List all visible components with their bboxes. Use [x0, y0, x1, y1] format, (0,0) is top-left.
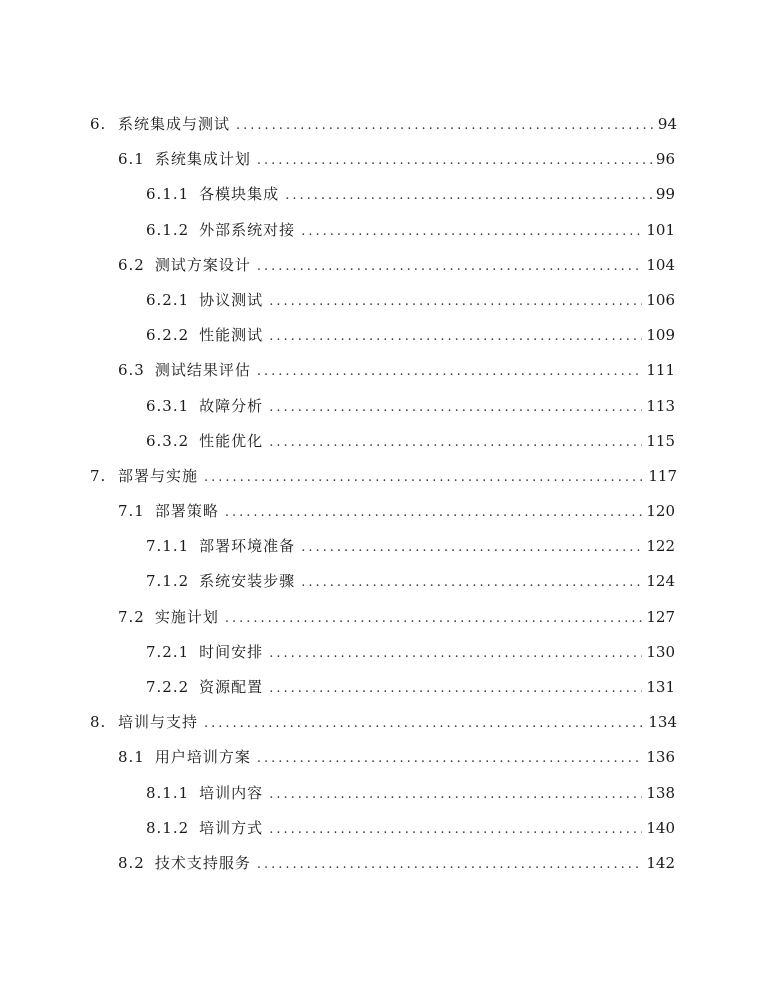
toc-entry[interactable] [0, 177, 765, 212]
toc-entry-number: 8.1 [118, 748, 145, 767]
toc-entry-title: 用户培训方案 [154, 748, 251, 767]
toc-dot-leader [257, 741, 642, 776]
toc-page-number: 99 [655, 185, 675, 204]
toc-page-number: 130 [646, 642, 675, 661]
toc-entry-title: 测试方案设计 [154, 255, 251, 274]
toc-entry[interactable] [0, 846, 765, 881]
toc-dot-leader [257, 847, 642, 882]
toc-entry-title: 培训与支持 [118, 713, 199, 732]
toc-dot-leader [204, 460, 644, 495]
toc-entry-number: 6.1.1 [146, 185, 190, 204]
toc-entry-number: 6.2.2 [146, 326, 190, 345]
toc-dot-leader [225, 495, 642, 530]
toc-entry[interactable] [0, 424, 765, 459]
toc-entry-title: 测试结果评估 [154, 361, 251, 380]
toc-page-number: 104 [646, 255, 675, 274]
toc-page-number: 138 [646, 783, 675, 802]
toc-dot-leader [204, 706, 644, 741]
toc-entry-number: 6.1.2 [146, 220, 190, 239]
toc-entry[interactable] [0, 459, 765, 494]
toc-dot-leader [269, 284, 642, 319]
toc-entry[interactable] [0, 107, 765, 142]
toc-entry[interactable] [0, 670, 765, 705]
toc-dot-leader [269, 425, 642, 460]
toc-dot-leader [225, 601, 642, 636]
table-of-contents [0, 107, 765, 881]
toc-entry[interactable] [0, 740, 765, 775]
toc-dot-leader [257, 249, 642, 284]
toc-entry-number: 7.1.1 [146, 537, 190, 556]
toc-entry-title: 性能测试 [199, 326, 264, 345]
toc-entry[interactable] [0, 318, 765, 353]
toc-dot-leader [269, 390, 642, 425]
toc-dot-leader [236, 108, 654, 143]
toc-entry-number: 6.3.2 [146, 431, 190, 450]
toc-entry-title: 各模块集成 [199, 185, 280, 204]
toc-entry-title: 培训内容 [199, 783, 264, 802]
toc-entry-title: 实施计划 [154, 607, 219, 626]
toc-entry-number: 8.2 [118, 853, 145, 872]
toc-dot-leader [257, 143, 652, 178]
toc-page-number: 131 [646, 678, 675, 696]
toc-entry-number: 7.2.1 [146, 642, 190, 661]
toc-entry-title: 系统集成计划 [154, 150, 251, 169]
toc-entry-title: 系统安装步骤 [199, 572, 296, 591]
toc-entry-number: 7.2.2 [146, 678, 190, 696]
toc-entry[interactable] [0, 213, 765, 248]
toc-page-number: 142 [646, 853, 675, 872]
toc-dot-leader [301, 530, 642, 565]
toc-entry[interactable] [0, 564, 765, 599]
toc-entry-number: 6.2.1 [146, 290, 190, 309]
toc-page-number: 120 [646, 502, 675, 521]
toc-entry-title: 外部系统对接 [199, 220, 296, 239]
toc-entry-number: 6.1 [118, 150, 145, 169]
toc-entry-number: 6.2 [118, 255, 145, 274]
toc-entry[interactable] [0, 776, 765, 811]
toc-entry-number: 8.1.1 [146, 783, 190, 802]
toc-dot-leader [301, 214, 642, 249]
toc-entry[interactable] [0, 494, 765, 529]
toc-entry[interactable] [0, 389, 765, 424]
toc-page-number: 136 [646, 748, 675, 767]
toc-entry-number: 7. [90, 466, 107, 485]
toc-entry-number: 7.1.2 [146, 572, 190, 591]
toc-page-number: 111 [646, 361, 675, 380]
toc-dot-leader [269, 319, 642, 354]
toc-page-number: 134 [648, 713, 677, 732]
toc-page-number: 113 [646, 396, 675, 415]
toc-page-number: 117 [648, 466, 677, 485]
toc-entry-title: 部署与实施 [118, 466, 199, 485]
toc-page-number: 115 [646, 431, 675, 450]
toc-page-number: 101 [646, 220, 675, 239]
toc-page-number: 94 [657, 115, 677, 133]
toc-page-number: 96 [655, 150, 675, 169]
toc-dot-leader [269, 812, 642, 847]
toc-entry-title: 协议测试 [199, 290, 264, 309]
toc-entry[interactable] [0, 142, 765, 177]
toc-entry[interactable] [0, 635, 765, 670]
toc-entry[interactable] [0, 600, 765, 635]
toc-dot-leader [269, 777, 642, 812]
toc-page-number: 127 [646, 607, 675, 626]
toc-entry[interactable] [0, 283, 765, 318]
toc-entry-number: 8. [90, 713, 107, 732]
toc-entry[interactable] [0, 248, 765, 283]
toc-entry-title: 系统集成与测试 [118, 115, 231, 133]
toc-entry-number: 8.1.2 [146, 818, 190, 837]
toc-page-number: 124 [646, 572, 675, 591]
toc-entry-title: 性能优化 [199, 431, 264, 450]
toc-entry-title: 部署策略 [154, 502, 219, 521]
toc-dot-leader [285, 178, 652, 213]
toc-entry-title: 培训方式 [199, 818, 264, 837]
toc-page-number: 106 [646, 290, 675, 309]
toc-entry-number: 6. [90, 115, 107, 133]
toc-entry-number: 6.3.1 [146, 396, 190, 415]
toc-entry-title: 技术支持服务 [154, 853, 251, 872]
toc-entry-number: 7.1 [118, 502, 145, 521]
toc-page-number: 109 [646, 326, 675, 345]
toc-entry-title: 时间安排 [199, 642, 264, 661]
toc-entry-number: 7.2 [118, 607, 145, 626]
toc-entry[interactable] [0, 353, 765, 388]
toc-dot-leader [257, 354, 642, 389]
toc-entry[interactable] [0, 529, 765, 564]
toc-entry-title: 资源配置 [199, 678, 264, 696]
toc-entry[interactable] [0, 811, 765, 846]
toc-dot-leader [269, 671, 642, 706]
toc-entry[interactable] [0, 705, 765, 740]
toc-entry-title: 故障分析 [199, 396, 264, 415]
toc-entry-number: 6.3 [118, 361, 145, 380]
toc-page-number: 140 [646, 818, 675, 837]
toc-dot-leader [269, 636, 642, 671]
toc-dot-leader [301, 565, 642, 600]
toc-page-number: 122 [646, 537, 675, 556]
toc-entry-title: 部署环境准备 [199, 537, 296, 556]
